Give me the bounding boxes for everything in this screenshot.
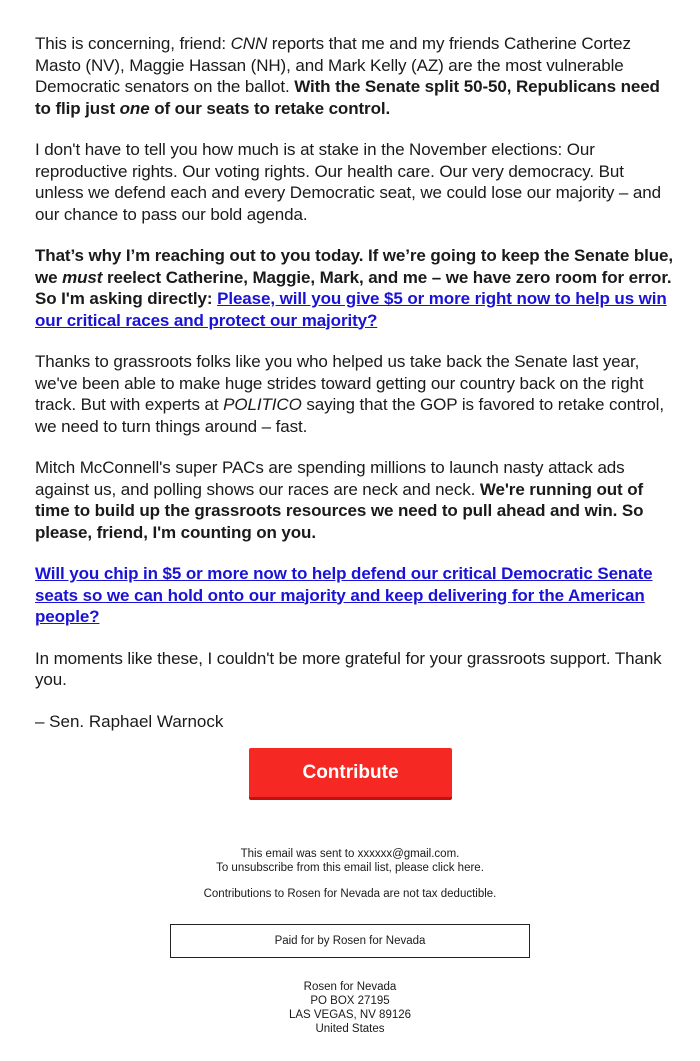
p1-text-2: reports that me and my friends Catherine Cortez Masto (NV), Maggie Hassan (NH), and Mark Kelly (AZ) are the most vulnerable Democratic senators on the ballot. (35, 34, 631, 96)
paragraph-2: I don't have to tell you how much is at stake in the November elections: Our reproductive rights. Our voting rights. Our health care. Our very democracy. But unless we defend each and every Democratic seat, we could lose our majority – and our chance to pass our bold agenda. (35, 140, 661, 224)
paragraph-6 (35, 563, 675, 628)
p4-text: Thanks to grassroots folks like you who helped us take back the Senate last year, we've been able to make huge strides toward getting our country back on the right track. But with experts at (35, 352, 644, 414)
paragraph-5 (35, 457, 675, 543)
footer (0, 847, 700, 901)
unsubscribe-line[interactable]: To unsubscribe from this email list, please click here. (216, 862, 484, 874)
tax-disclaimer: Contributions to Rosen for Nevada are not tax deductible. (203, 888, 497, 900)
p3-bold-2: reelect Catherine, Maggie, Mark, and me – we have zero room for error. So I'm asking directly: (35, 267, 672, 308)
p1-text: This is concerning, friend: (35, 34, 231, 53)
address-name: Rosen for Nevada (303, 981, 397, 993)
paragraph-1 (35, 33, 675, 119)
paragraph-3 (35, 245, 675, 331)
p5-text: Mitch McConnell's super PACs are spending millions to launch nasty attack ads against us, and polling shows our races are neck and neck. (35, 458, 625, 499)
signature: – Sen. Raphael Warnock (35, 711, 224, 731)
address-line-2: LAS VEGAS, NV 89126 (288, 1009, 412, 1021)
paragraph-7: In moments like these, I couldn't be more grateful for your grassroots support. Thank you. (35, 648, 662, 689)
p3-bold: That’s why I’m reaching out to you today. If we’re going to keep the Senate blue, we (35, 246, 673, 287)
donate-link-2[interactable]: Will you chip in $5 or more now to help defend our critical Democratic Senate seats so we can hold onto our majority and keep delivering for the American people? (35, 564, 653, 626)
p1-bold: With the Senate split 50-50, Republicans need to flip just (35, 77, 660, 118)
p1-bold-2: of our seats to retake control. (149, 98, 391, 118)
paid-for-box: Paid for by Rosen for Nevada (170, 924, 530, 958)
p3-emphasis: must (62, 267, 103, 287)
politico-source: POLITICO (223, 395, 302, 414)
p4-text-2: saying that the GOP is favored to retake control, we need to turn things around – fast. (35, 395, 664, 436)
contribute-button[interactable]: Contribute (249, 748, 452, 800)
sent-to-line: This email was sent to xxxxxx@gmail.com. (240, 848, 460, 860)
letter-body (35, 33, 675, 732)
p1-emphasis: one (119, 98, 150, 118)
donate-link-1[interactable]: Please, will you give $5 or more right now to help us win our critical races and protect our majority? (35, 289, 667, 330)
paragraph-4 (35, 351, 675, 437)
mailing-address (0, 980, 700, 1036)
address-line-1: PO BOX 27195 (310, 995, 390, 1007)
address-country: United States (315, 1023, 385, 1035)
p5-bold: We're running out of time to build up the grassroots resources we need to pull ahead and win. So please, friend, I'm counting on you. (35, 479, 644, 542)
cnn-source: CNN (230, 34, 268, 53)
